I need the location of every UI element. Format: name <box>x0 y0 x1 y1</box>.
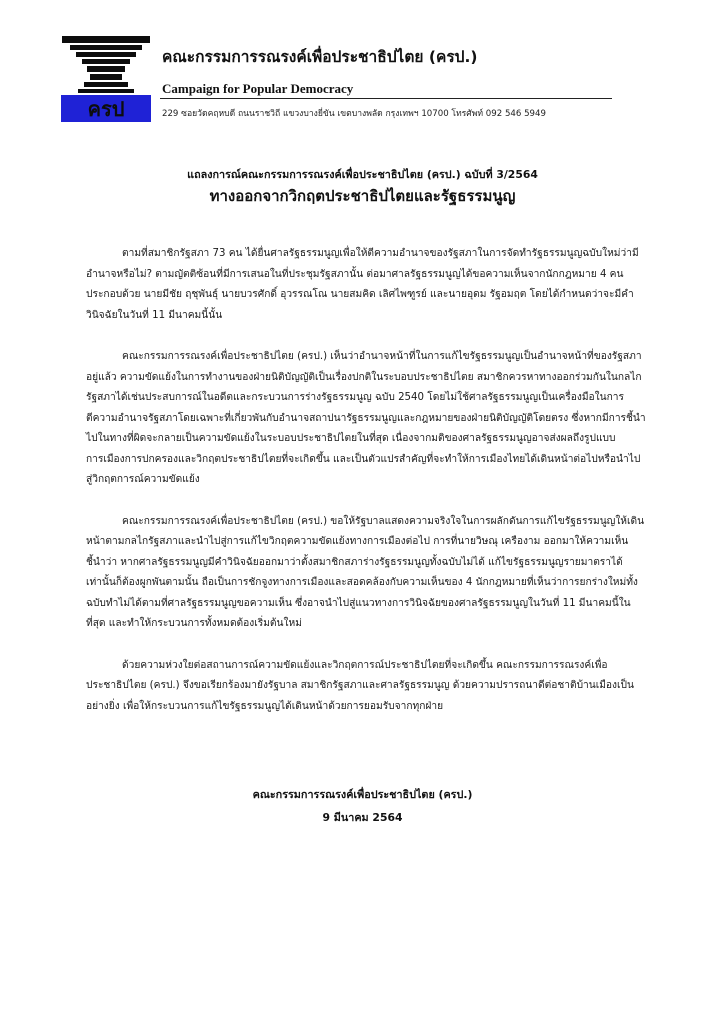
signature-organization: คณะกรรมการรณรงค์เพื่อประชาธิปไตย (ครป.) <box>252 788 473 801</box>
letterhead-divider <box>160 98 612 99</box>
paragraph-1: ตามที่สมาชิกรัฐสภา 73 คน ได้ยื่นศาลรัฐธรรมนูญเพื่อให้ตีความอำนาจของรัฐสภาในการจัดทำรัฐธรรมนูญฉบับใหม่ว่ามีอำนาจหรือไม่? ตามญัตติซ้อนที่มีการเสนอในที่ประชุมรัฐสภานั้น ต่อมาศาลรัฐธรรมนูญได้ขอความเห็นจากนักกฎหมาย 4 คน ประกอบด้วย นายมีชัย ฤชุพันธุ์ นายบวรศักดิ์ อุวรรณโณ นายสมคิด เลิศไพฑูรย์ และนายอุดม รัฐอมฤต โดยได้กำหนดว่าจะมีคำวินิจฉัยในวันที่ 11 มีนาคมนี้นั้น <box>86 248 639 321</box>
signature-date: 9 มีนาคม 2564 <box>322 811 403 824</box>
logo-text: ครป <box>87 97 125 121</box>
cpd-pillar-logo-icon <box>60 36 152 122</box>
paragraph-4: ด้วยความห่วงใยต่อสถานการณ์ความขัดแย้งและวิกฤตการณ์ประชาธิปไตยที่จะเกิดขึ้น คณะกรรมการรณรงค์เพื่อประชาธิปไตย (ครป.) จึงขอเรียกร้องมายังรัฐบาล สมาชิกรัฐสภาและศาลรัฐธรรมนูญ ด้วยความปรารถนาดีต่อชาติบ้านเมืองเป็นอย่างยิ่ง เพื่อให้กระบวนการแก้ไขรัฐธรรมนูญได้เดินหน้าด้วยการยอมรับจากทุกฝ่าย <box>86 659 634 712</box>
paragraph-3: คณะกรรมการรณรงค์เพื่อประชาธิปไตย (ครป.) ขอให้รัฐบาลแสดงความจริงใจในการผลักดันการแก้ไขรัฐธรรมนูญให้เดินหน้าตามกลไกรัฐสภาและนำไปสู่การแก้ไขวิกฤตความขัดแย้งทางการเมืองต่อไป การที่นายวิษณุ เครืองาม ออกมาให้ความเห็นชี้นำว่า หากศาลรัฐธรรมนูญมีคำวินิจฉัยออกมาว่าตั้งสมาชิกสภาร่างรัฐธรรมนูญทั้งฉบับไม่ได้ แก้ไขรัฐธรรมนูญรายมาตราได้เท่านั้นก็ต้องผูกพันตามนั้น ถือเป็นการชักจูงทางการเมืองและสอดคล้องกับความเห็นของ 4 นักกฎหมายที่เห็นว่าการยกร่างใหม่ทั้งฉบับทำไม่ได้ตามที่ศาลรัฐธรรมนูญขอความเห็น ซึ่งอาจนำไปสู่แนวทางการวินิจฉัยของศาลรัฐธรรมนูญในวันที่ 11 มีนาคมนี้ในที่สุด และทำให้กระบวนการทั้งหมดต้องเริ่มต้นใหม่ <box>86 515 645 629</box>
logo-pillar <box>62 36 150 93</box>
statement-title: ทางออกจากวิกฤตประชาธิปไตยและรัฐธรรมนูญ <box>209 187 516 205</box>
org-name-thai: คณะกรรมการรณรงค์เพื่อประชาธิปไตย (ครป.) <box>162 48 478 66</box>
statement-number: แถลงการณ์คณะกรรมการรณรงค์เพื่อประชาธิปไตย (ครป.) ฉบับที่ 3/2564 <box>187 168 538 181</box>
org-name-english: Campaign for Popular Democracy <box>162 81 354 96</box>
statement-body <box>86 244 646 717</box>
paragraph-2: คณะกรรมการรณรงค์เพื่อประชาธิปไตย (ครป.) เห็นว่าอำนาจหน้าที่ในการแก้ไขรัฐธรรมนูญเป็นอำนาจหน้าที่ของรัฐสภาอยู่แล้ว ความขัดแย้งในการทำงานของฝ่ายนิติบัญญัติเป็นเรื่องปกติในระบอบประชาธิปไตย สมาชิกควรหาทางออกร่วมกันในกลไกรัฐสภาได้เช่นประสบการณ์ในอดีตและกระบวนการร่างรัฐธรรมนูญ ฉบับ 2540 โดยไม่ใช้ศาลรัฐธรรมนูญเป็นเครื่องมือในการตีความอำนาจรัฐสภาโดยเฉพาะที่เกี่ยวพันกับอำนาจสถาปนารัฐธรรมนูญและกฎหมายของฝ่ายนิติบัญญัติโดยตรง ซึ่งหากมีการชี้นำไปในทางที่ผิดจะกลายเป็นความขัดแย้งในระบอบประชาธิปไตยในที่สุด เนื่องจากมติของศาลรัฐธรรมนูญอาจส่งผลถึงรูปแบบการเมืองการปกครองและวิกฤตประชาธิปไตยที่จะเกิดขึ้น และเป็นตัวแปรสำคัญที่จะทำให้การเมืองไทยได้เดินหน้าต่อไปหรือนำไปสู่วิกฤตการณ์ความขัดแย้ง <box>86 351 646 485</box>
org-address: 229 ซอยวัดคฤหบดี ถนนราชวิถี แขวงบางยี่ขัน เขตบางพลัด กรุงเทพฯ 10700 โทรศัพท์ 092 546 5949 <box>162 109 546 119</box>
